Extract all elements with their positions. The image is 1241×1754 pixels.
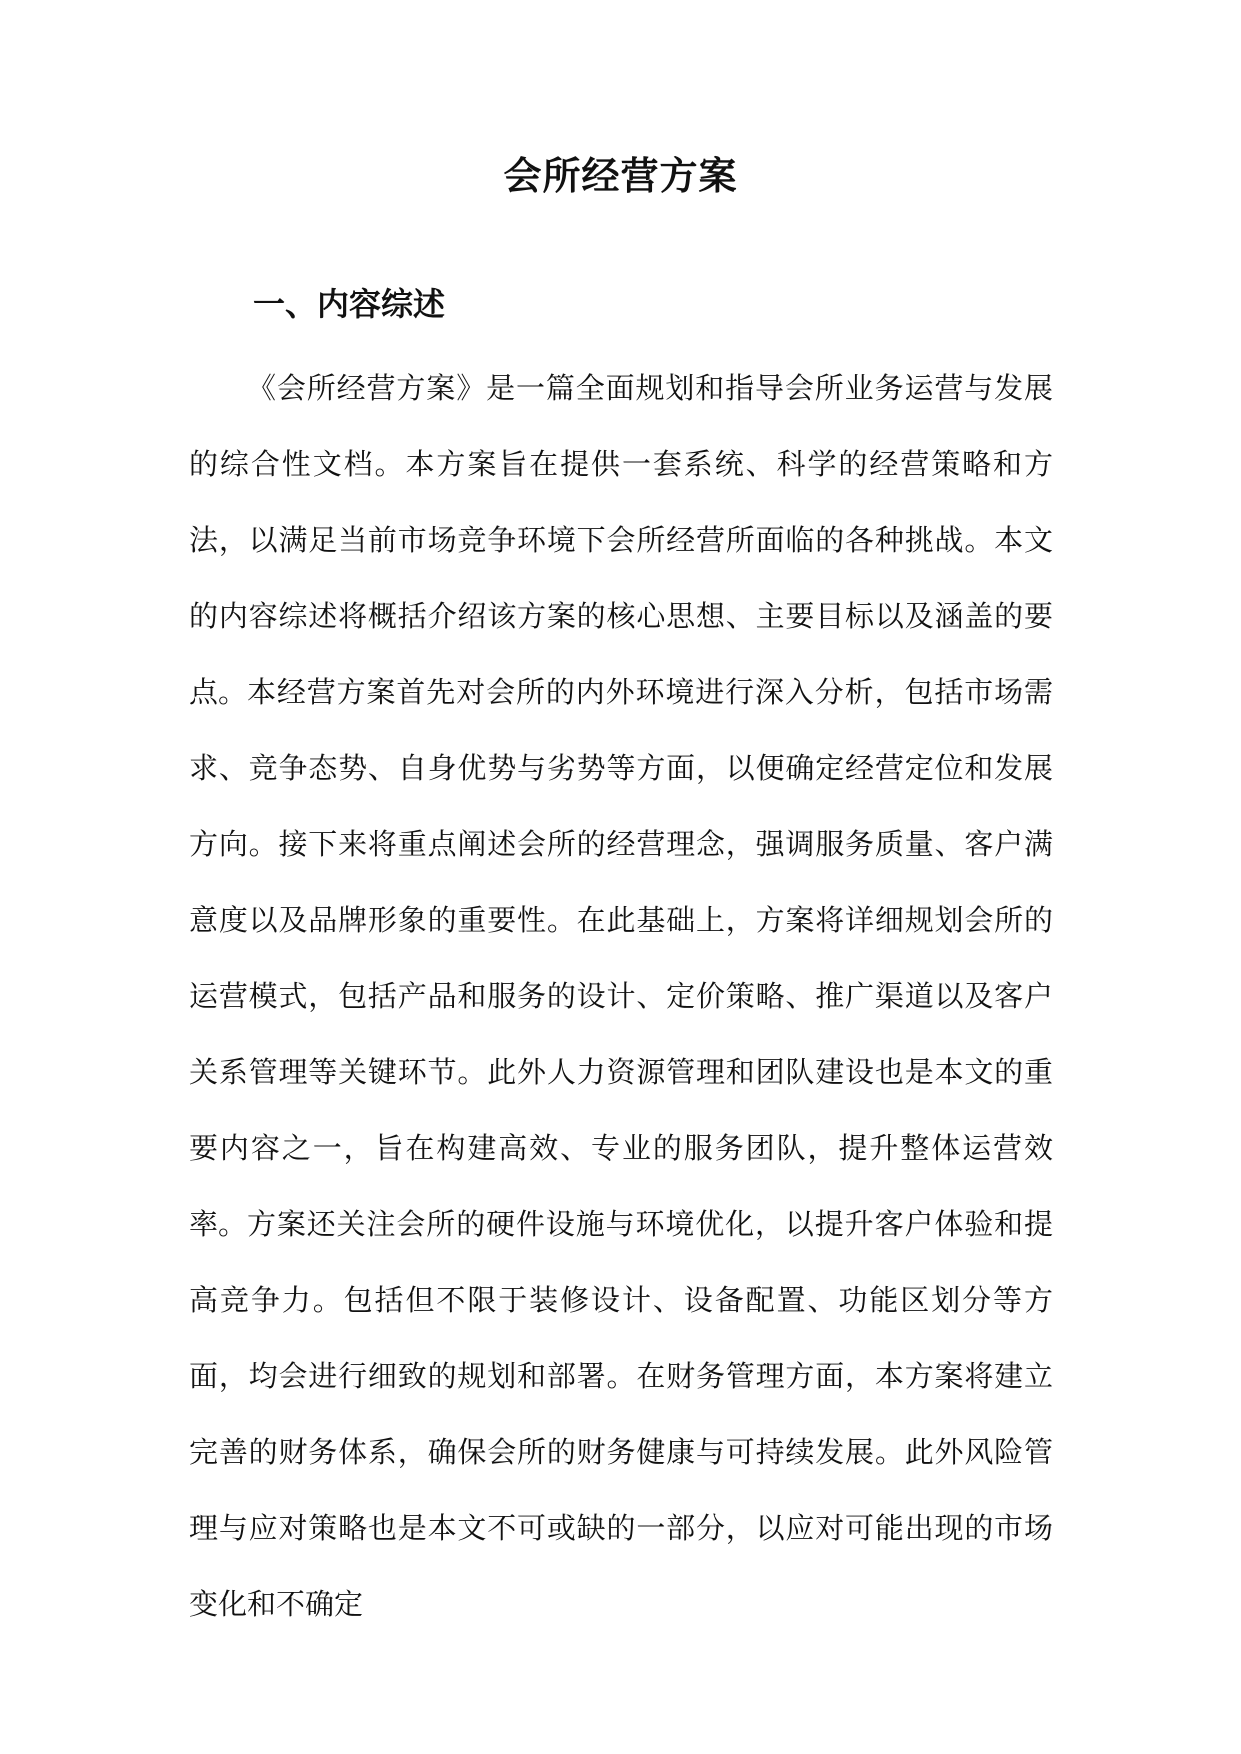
document-title: 会所经营方案 [503,153,738,198]
paragraph-text: 本经营方案首先对会所的内外环境进行深入分析，包括市场需求、竞争态势、自身优势与劣势等方面，以便确定经营定位和发展方向。接下来将重点阐述会所的经营理念，强调服务质量、客户满意度以及品牌形象的重要性。在此基础上，方案将详细规划会所的运营模式，包括产品和服务的设计、定价策略、推广渠道以及客户关系管理等关键环节。此外人力资源管理和团队建设也是本文的重要内容之一，旨在构建高效、专业的服务团队，提升整体运营效率。 [189,675,1053,1241]
paragraph-2 [189,654,1053,1262]
section-heading: 一、内容综述 [253,285,446,323]
paragraph-text: 《会所经营方案》是一篇全面规划和指导会所业务运营与发展的综合性文档。本方案旨在提供一套系统、科学的经营策略和方法，以满足当前市场竞争环境下会所经营所面临的各种挑战。本文的内容综述将概括介绍该方案的核心思想、主要目标以及涵盖的要点。 [189,371,1053,709]
paragraph-text: 方案还关注会所的硬件设施与环境优化，以提升客户体验和提高竞争力。包括但不限于装修设计、设备配置、功能区划分等方面，均会进行细致的规划和部署。在财务管理方面，本方案将建立完善的财务体系，确保会所的财务健康与可持续发展。此外风险管理与应对策略也是本文不可或缺的一部分，以应对可能出现的市场变化和不确定 [189,1207,1053,1621]
paragraph-3 [189,1186,1053,1642]
